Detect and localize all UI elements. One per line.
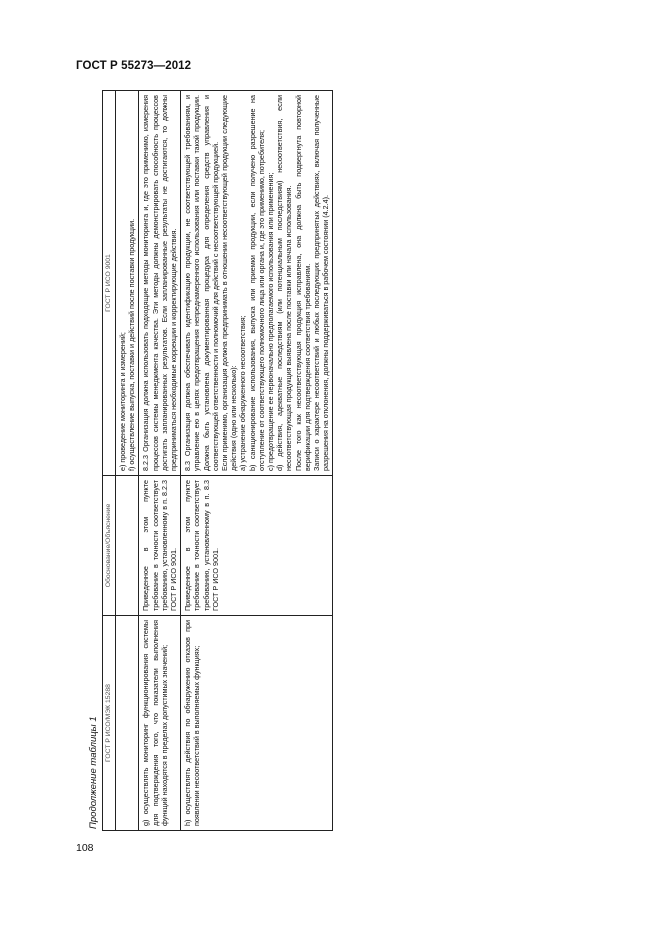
cell-paragraph: Если применимо, организация должна предпринимать в отношении несоответствующей продукции следующие действия (одно или несколько): bbox=[220, 95, 239, 471]
column-header: ГОСТ Р ИСО 9001 bbox=[103, 91, 116, 476]
page-number: 108 bbox=[76, 842, 94, 854]
cell-paragraph: d) действия, адекватные последствиям (или потенциальным последствиям) несоответствия, если несоответствующая продукция выявлена после поставки или начала использования. bbox=[275, 95, 294, 471]
table-cell bbox=[139, 91, 181, 476]
cell-paragraph: 8.2.3 Организация должна использовать подходящие методы мониторинга и, где это применимо, измерения процессов системы менеджмента качества. Эти методы должны демонстрировать способность процессов достигать запланированных результатов. Если запланированные результаты не достигаются, то должны предприниматься необходимые коррекции и корректирующие действия. bbox=[141, 95, 179, 471]
table-caption: Продолжение таблицы 1 bbox=[88, 716, 99, 829]
cell-paragraph: Записи о характере несоответствий и любых последующих предпринятых действиях, включая полученные разрешения на отклонения, должны поддерживаться в рабочем состоянии (4.2.4). bbox=[312, 95, 331, 471]
document-title: ГОСТ Р 55273—2012 bbox=[76, 60, 192, 72]
rotated-table-area bbox=[85, 91, 598, 831]
cell-paragraph: 8.3 Организация должна обеспечивать идентификацию продукции, не соответствующей требованиям, и управление ею в целях предотвращения непреднамеренного использования или поставки такой продукции. Должна быть установлена документированная процедура для определения средств управления и соответствующей ответственности и полномочий для действий с несоответствующей продукцией. bbox=[183, 95, 220, 471]
table-row bbox=[116, 91, 139, 831]
table-cell bbox=[116, 91, 139, 476]
table-cell bbox=[139, 616, 181, 831]
table-cell bbox=[139, 476, 181, 616]
cell-paragraph: g) осуществлять мониторинг функционирования системы для подтверждения того, что показатели выполнения функций находятся в пределах допустимых значений; bbox=[141, 620, 169, 826]
cell-paragraph: После того как несоответствующая продукция исправлена, она должна быть подвергнута повторной верификации для подтверждения соответствия требованиям. bbox=[293, 95, 312, 471]
comparison-table bbox=[102, 90, 333, 831]
cell-paragraph: Приведенное в этом пункте требование в точности соответствует требованию, установленному в п. 8.2.3 ГОСТ Р ИСО 9001. bbox=[141, 480, 179, 611]
cell-paragraph: a) устранение обнаруженного несоответствия; bbox=[238, 315, 248, 471]
table-cell bbox=[116, 476, 139, 616]
cell-paragraph: b) санкционирование использования, выпуска или приемки продукции, если получено разрешение на отступление от соответствующего полномочного лица или органа и, где это применимо, потребителя; bbox=[247, 95, 266, 471]
table-header-row bbox=[103, 91, 116, 831]
table-row bbox=[181, 91, 333, 831]
cell-paragraph: c) предотвращение ее первоначально предполагаемого использования или применения; bbox=[266, 172, 276, 471]
table-row bbox=[139, 91, 181, 831]
cell-paragraph: Приведенное в этом пункте требование в точности соответствует требованию, установленному в п. 8.3 ГОСТ Р ИСО 9001. bbox=[183, 480, 220, 611]
column-header: ГОСТ Р ИСО/МЭК 15288 bbox=[103, 616, 116, 831]
table-cell bbox=[181, 616, 333, 831]
cell-paragraph: f) осуществление выпуска, поставки и действий после поставки продукции. bbox=[127, 218, 137, 471]
table-cell bbox=[181, 476, 333, 616]
cell-paragraph: е) проведение мониторинга и измерений; bbox=[118, 332, 127, 471]
column-header: Обоснование/Объяснение bbox=[103, 476, 116, 616]
table-cell bbox=[116, 616, 139, 831]
table-cell bbox=[181, 91, 333, 476]
cell-paragraph: h) осуществлять действия по обнаружению отказов при появлении несоответствий в выполняемых функциях; bbox=[183, 620, 202, 826]
